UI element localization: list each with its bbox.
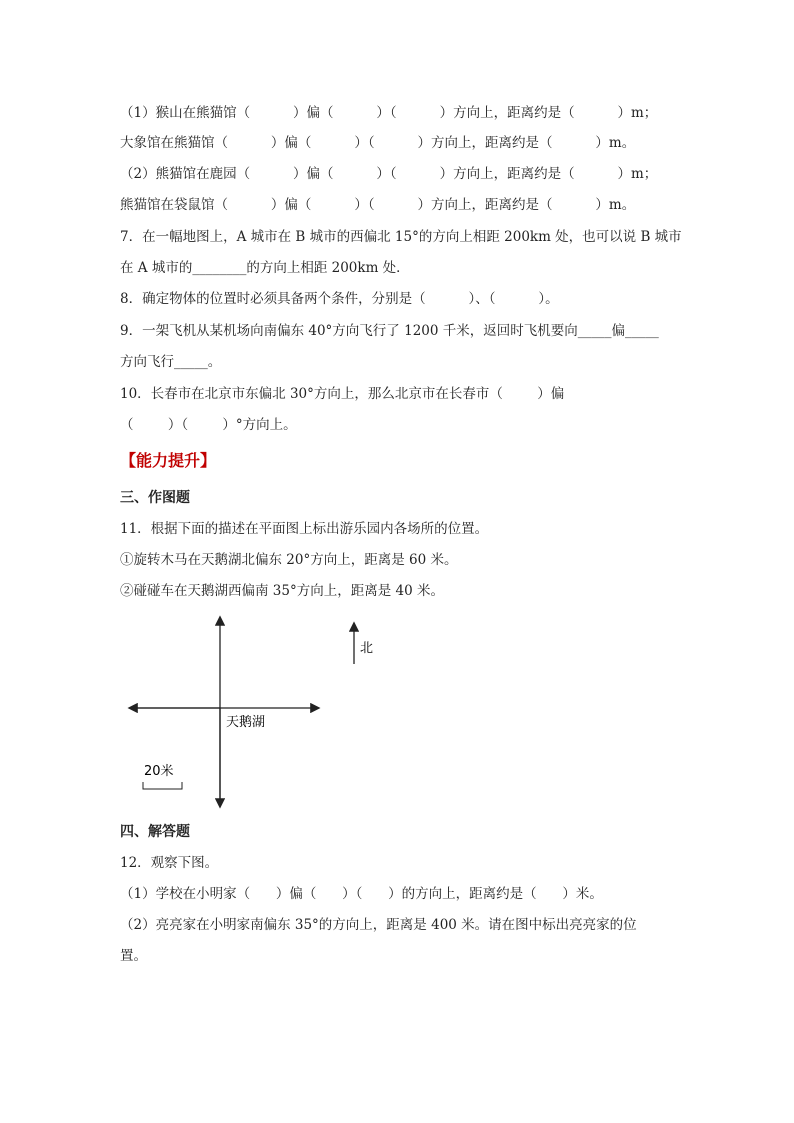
north-label: 北 — [360, 641, 374, 656]
q12-prompt: 12．观察下图。 — [120, 855, 219, 871]
q10-line-2: （ ）（ ）°方向上。 — [120, 417, 297, 433]
q11-item-a: ①旋转木马在天鹅湖北偏东 20°方向上，距离是 60 米。 — [120, 552, 458, 568]
scale-bar — [143, 782, 182, 789]
q8-line: 8．确定物体的位置时必须具备两个条件，分别是（ ）、（ ）。 — [120, 291, 559, 307]
q6-line-2: 大象馆在熊猫馆（ ）偏（ ）（ ）方向上，距离约是（ ）m。 — [120, 135, 636, 151]
q12-part-2-cont: 置。 — [120, 948, 147, 964]
q7-line-1: 7．在一幅地图上，A 城市在 B 城市的西偏北 15°的方向上相距 200km 处，也可以说 B 城市 — [120, 229, 682, 245]
section-title-ability: 【能力提升】 — [120, 451, 217, 470]
q11-prompt: 11．根据下面的描述在平面图上标出游乐园内各场所的位置。 — [120, 521, 489, 537]
q12-part-1: （1）学校在小明家（ ）偏（ ）（ ）的方向上，距离约是（ ）米。 — [120, 886, 603, 902]
scale-label: 20米 — [144, 764, 174, 779]
q6-line-4: 熊猫馆在袋鼠馆（ ）偏（ ）（ ）方向上，距离约是（ ）m。 — [120, 197, 636, 213]
q9-line-2: 方向飞行_____。 — [120, 354, 222, 370]
q7-line-2: 在 A 城市的________的方向上相距 200km 处． — [120, 260, 410, 276]
q10-line-1: 10．长春市在北京市东偏北 30°方向上，那么北京市在长春市（ ）偏 — [120, 386, 565, 402]
q11-item-b: ②碰碰车在天鹅湖西偏南 35°方向上，距离是 40 米。 — [120, 583, 444, 599]
q12-part-2: （2）亮亮家在小明家南偏东 35°的方向上，距离是 400 米。请在图中标出亮亮家的位 — [120, 917, 637, 933]
compass-diagram — [120, 612, 400, 812]
q6-line-1: （1）猴山在熊猫馆（ ）偏（ ）（ ）方向上，距离约是（ ）m； — [120, 105, 658, 121]
section-3-heading: 三、作图题 — [120, 490, 190, 506]
q9-line-1: 9．一架飞机从某机场向南偏东 40°方向飞行了 1200 千米，返回时飞机要向_____偏_____ — [120, 323, 659, 339]
q6-line-3: （2）熊猫馆在鹿园（ ）偏（ ）（ ）方向上，距离约是（ ）m； — [120, 166, 658, 182]
section-4-heading: 四、解答题 — [120, 824, 190, 840]
center-label: 天鹅湖 — [226, 715, 266, 730]
